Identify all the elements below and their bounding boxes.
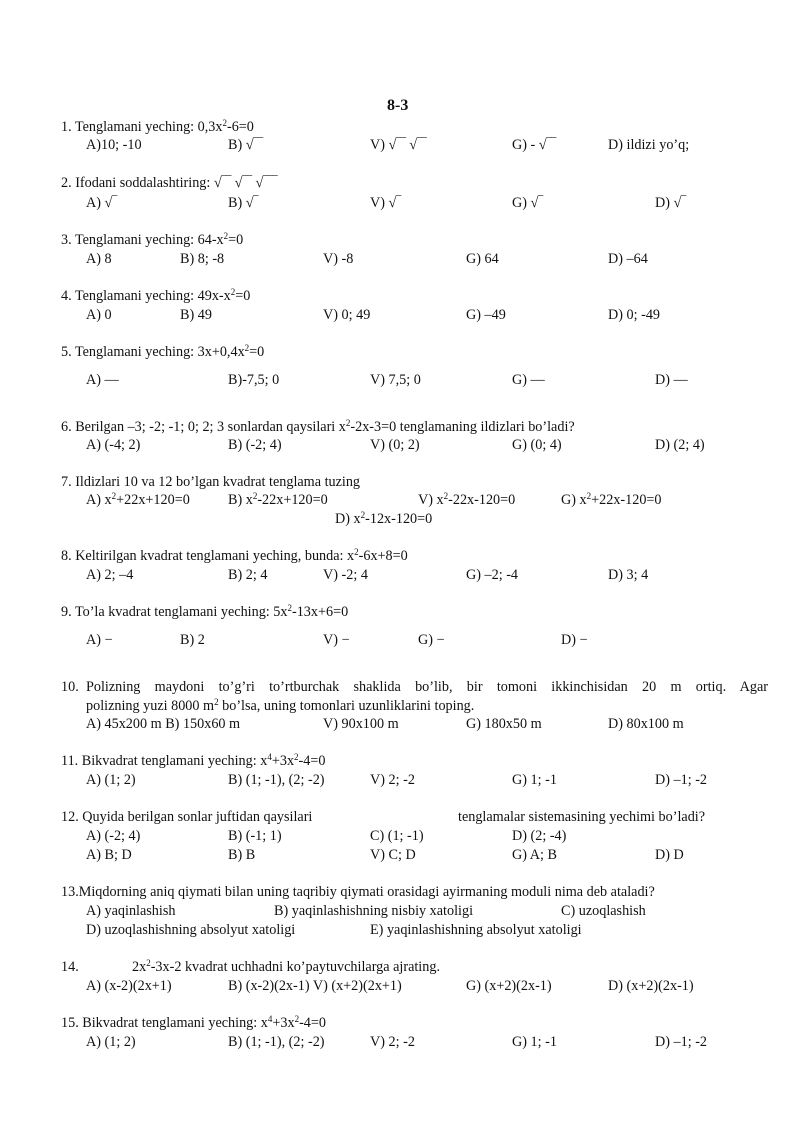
option-d: D) √‾ — [655, 195, 687, 211]
question-number: 14. — [61, 959, 79, 975]
option-e: E) yaqinlashishning absolyut xatoligi — [370, 922, 582, 938]
question-number: 10. — [61, 679, 79, 695]
question-text-right: tenglamalar sistemasining yechimi bo’ladi? — [458, 809, 706, 825]
option-g: G) − — [418, 632, 445, 648]
option-a: A) 2; –4 — [86, 567, 134, 583]
question-6 — [61, 419, 575, 435]
question-number: 1. — [61, 119, 72, 135]
option-g: G) 64 — [466, 251, 499, 267]
option-d: D) uzoqlashishning absolyut xatoligi — [86, 922, 296, 938]
option-a: A) 0 — [86, 307, 112, 323]
question-text: Tenglamani yeching: 0,3x — [74, 119, 223, 135]
option-b: B) √‾‾ — [228, 137, 263, 153]
question-text: Ifodani soddalashtiring: √‾‾ √‾‾ √‾‾‾ — [75, 175, 278, 191]
question-text: Quyida berilgan sonlar juftidan qaysilari — [82, 809, 313, 825]
option-b: B) yaqinlashishning nisbiy xatoligi — [274, 903, 474, 919]
option-v: V) 2; -2 — [370, 1034, 415, 1050]
option-v: V) √‾ — [370, 195, 402, 211]
question-3 — [61, 232, 243, 248]
option-a: A) 8 — [86, 251, 112, 267]
option-d: D) − — [561, 632, 588, 648]
option-d: D) 3; 4 — [608, 567, 649, 583]
option-g: G) — — [512, 372, 545, 388]
exponent: 2 — [223, 231, 229, 241]
question-11: 11. Bikvadrat tenglamani yeching: $x^4+3x^2-4=0$ — [61, 752, 326, 769]
option-g: G) 180x50 m — [466, 716, 542, 732]
exponent: 2 — [214, 697, 219, 707]
exponent: 2 — [230, 287, 236, 297]
option-g: G) (0; 4) — [512, 437, 562, 453]
question-number: 9. — [61, 604, 72, 620]
option-v: V) √‾‾ √‾‾ — [370, 137, 427, 153]
option-a: A) yaqinlashish — [86, 903, 176, 919]
option-b: B) 2; 4 — [228, 567, 268, 583]
question-text: Tenglamani yeching: 49x-x — [74, 288, 231, 304]
option-g: G) –2; -4 — [466, 567, 519, 583]
option-v: V) − — [323, 632, 350, 648]
question-text: $2x^2-3x-2$ kvadrat uchhadni ko’paytuvchilarga ajrating. — [132, 958, 440, 975]
option-b: B)-7,5; 0 — [228, 372, 280, 388]
option-b: B) (1; -1), (2; -2) — [228, 772, 325, 788]
option-v: V) 7,5; 0 — [370, 372, 421, 388]
question-text: =0 — [249, 344, 265, 360]
question-text: =0 — [228, 232, 244, 248]
option-d: D) $x^2-12x-120=0$ — [335, 510, 433, 527]
option-v: V) 0; 49 — [323, 307, 371, 323]
option-d: D) — — [655, 372, 688, 388]
option-d: D) (2; 4) — [655, 437, 705, 453]
question-12 — [61, 809, 312, 825]
option-b: B) $x^2-22x+120=0$ — [228, 491, 328, 508]
question-text: Ildizlari 10 va 12 bo’lgan kvadrat tenglama tuzing — [75, 474, 361, 490]
option-g: G) $x^2+22x-120=0$ — [561, 491, 662, 508]
option-b: B) 49 — [180, 307, 212, 323]
question-13 — [61, 884, 655, 900]
question-number: 5. — [61, 344, 72, 360]
answer-a: A) B; D — [86, 847, 132, 863]
question-text: Bikvadrat tenglamani yeching: x — [82, 1015, 268, 1031]
question-15: 15. Bikvadrat tenglamani yeching: $x^4+3x^2-4=0$ — [61, 1014, 326, 1031]
question-text: Tenglamani yeching: 3x+0,4x — [74, 344, 245, 360]
option-a: A)10; -10 — [86, 137, 142, 153]
option-c: C) (1; -1) — [370, 828, 424, 844]
option-v: V) 90x100 m — [323, 716, 399, 732]
option-d: D) –1; -2 — [655, 772, 708, 788]
option-a: A) − — [86, 632, 113, 648]
question-number: 12. — [61, 809, 79, 825]
option-a: A) √‾ — [86, 195, 118, 211]
option-d: D) –1; -2 — [655, 1034, 708, 1050]
question-4 — [61, 288, 250, 304]
question-number: 2. — [61, 175, 72, 191]
option-b: B) 2 — [180, 632, 205, 648]
option-g: G) √‾ — [512, 195, 544, 211]
exponent: 2 — [287, 603, 292, 613]
question-number: 7. — [61, 474, 72, 490]
option-a: A) $x^2+22x+120=0$ — [86, 491, 190, 508]
option-b: B) (-2; 4) — [228, 437, 282, 453]
question-2 — [61, 175, 277, 191]
option-b: B) (-1; 1) — [228, 828, 282, 844]
question-text: =0 — [235, 288, 251, 304]
question-text: -6x+8=0 — [358, 548, 408, 564]
option-b: B) 8; -8 — [180, 251, 225, 267]
option-a: A) (-4; 2) — [86, 437, 141, 453]
option-d: D) (2; -4) — [512, 828, 567, 844]
option-c: C) uzoqlashish — [561, 903, 646, 919]
question-text: Polizning maydoni to’g’ri to’rtburchak shaklida bo’lib, bir tomoni ikkinchisidan 20 m ortiq. Agar — [86, 679, 768, 695]
question-text-line2: polizning yuzi 8000 $m^2$ bo’lsa, uning tomonlari uzunliklarini toping. — [86, 697, 475, 714]
option-v: V) $x^2-22x-120=0$ — [418, 491, 516, 508]
option-b: B) √‾ — [228, 195, 259, 211]
question-1 — [61, 119, 254, 135]
answer-d: D) D — [655, 847, 684, 863]
option-v: V) (0; 2) — [370, 437, 420, 453]
option-g: G) 1; -1 — [512, 772, 557, 788]
question-number: 15. — [61, 1015, 79, 1031]
option-d: D) ildizi yo’q; — [608, 137, 690, 153]
question-text: -6=0 — [226, 119, 254, 135]
question-text: Berilgan –3; -2; -1; 0; 2; 3 sonlardan qaysilari x — [75, 419, 346, 435]
exponent: 2 — [354, 547, 359, 557]
page-title: 8-3 — [387, 97, 409, 114]
option-a: A) (x-2)(2x+1) — [86, 978, 172, 994]
option-b: B) (1; -1), (2; -2) — [228, 1034, 325, 1050]
option-d: D) –64 — [608, 251, 648, 267]
question-text: -13x+6=0 — [291, 604, 349, 620]
question-5 — [61, 344, 264, 360]
option-d: D) (x+2)(2x-1) — [608, 978, 694, 994]
exponent: 2 — [146, 958, 151, 968]
option-g: G) 1; -1 — [512, 1034, 557, 1050]
option-a: A) (1; 2) — [86, 772, 136, 788]
option-g: G) –49 — [466, 307, 506, 323]
question-text: Keltirilgan kvadrat tenglamani yeching, bunda: x — [75, 548, 355, 564]
option-v: V) -8 — [323, 251, 354, 267]
question-number: 6. — [61, 419, 72, 435]
option-a: A) — — [86, 372, 119, 388]
option-v: V) -2; 4 — [323, 567, 368, 583]
answer-g: G) A; B — [512, 847, 557, 863]
question-number: 4. — [61, 288, 72, 304]
option-g: G) (x+2)(2x-1) — [466, 978, 552, 994]
question-8 — [61, 548, 408, 564]
option-b-v: B) (x-2)(2x-1) V) (x+2)(2x+1) — [228, 978, 402, 994]
answer-v: V) C; D — [370, 847, 416, 863]
answer-b: B) B — [228, 847, 256, 863]
question-9 — [61, 604, 348, 620]
exponent: 2 — [222, 118, 227, 128]
option-v: V) 2; -2 — [370, 772, 415, 788]
option-a-b: A) 45x200 m B) 150x60 m — [86, 716, 241, 732]
question-text: To’la kvadrat tenglamani yeching: 5x — [74, 604, 288, 620]
option-d: D) 0; -49 — [608, 307, 661, 323]
option-g: G) - √‾‾ — [512, 137, 557, 153]
question-number: 13. — [61, 884, 79, 900]
question-number: 8. — [61, 548, 72, 564]
option-d: D) 80x100 m — [608, 716, 684, 732]
option-a: A) (1; 2) — [86, 1034, 136, 1050]
question-text: Bikvadrat tenglamani yeching: x — [81, 753, 268, 769]
question-number: 3. — [61, 232, 72, 248]
question-number: 11. — [61, 753, 79, 769]
question-text: Tenglamani yeching: 64-x — [74, 232, 224, 248]
question-7 — [61, 474, 360, 490]
option-a: A) (-2; 4) — [86, 828, 141, 844]
question-text: -2x-3=0 tenglamaning ildizlari bo’ladi? — [350, 419, 575, 435]
exponent: 2 — [244, 343, 250, 353]
question-text: Miqdorning aniq qiymati bilan uning taqribiy qiymati orasidagi ayirmaning moduli nima deb ataladi? — [78, 884, 655, 900]
exponent: 2 — [345, 418, 351, 428]
